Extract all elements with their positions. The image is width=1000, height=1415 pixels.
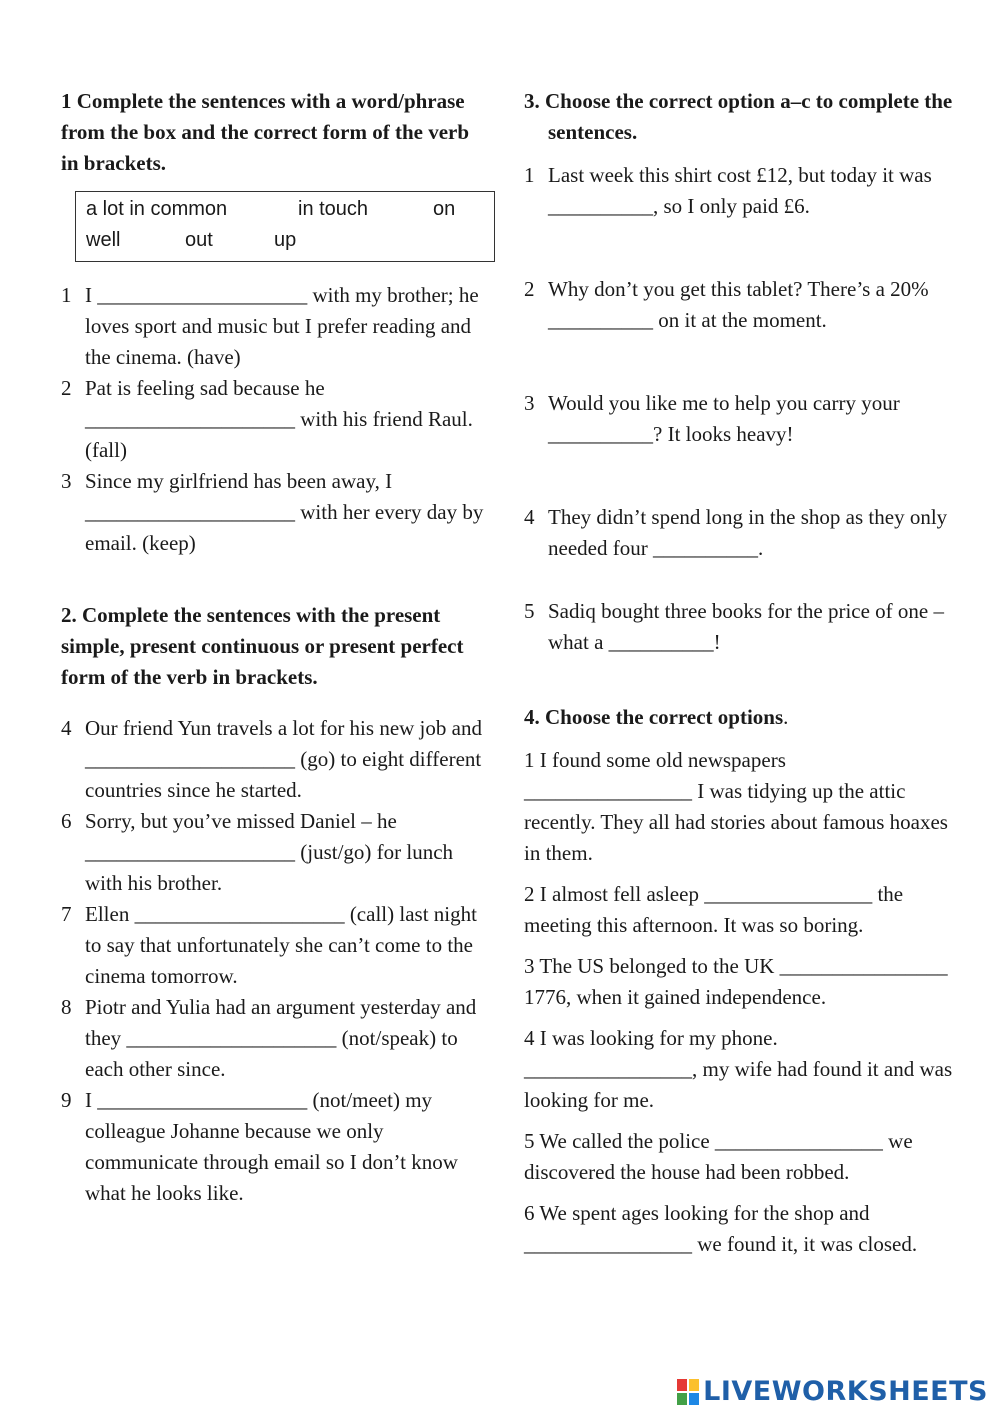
logo-square-red bbox=[677, 1379, 687, 1391]
question-number: 1 bbox=[524, 163, 535, 187]
question-number: 7 bbox=[61, 902, 72, 926]
question-item bbox=[61, 806, 491, 899]
question-text[interactable]: Ellen ____________________ (call) last night to say that unfortunately she can’t come to the cinema tomorrow. bbox=[85, 902, 477, 988]
section-4-heading bbox=[524, 702, 954, 733]
section-1 bbox=[61, 86, 491, 559]
question-text[interactable]: 2 I almost fell asleep ________________ the meeting this afternoon. It was so boring. bbox=[524, 882, 904, 937]
section-4-heading-text: 4. Choose the correct options bbox=[524, 705, 784, 729]
question-number: 3 bbox=[524, 391, 535, 415]
question-number: 9 bbox=[61, 1088, 72, 1112]
liveworksheets-logo-icon bbox=[677, 1379, 699, 1405]
logo-text: LIVEWORKSHEETS bbox=[703, 1376, 988, 1407]
question-item bbox=[524, 274, 954, 336]
question-item bbox=[61, 713, 491, 806]
question-item bbox=[61, 373, 491, 466]
question-text[interactable]: Last week this shirt cost £12, but today it was __________, so I only paid £6. bbox=[548, 163, 932, 218]
question-text[interactable]: They didn’t spend long in the shop as they only needed four __________. bbox=[548, 505, 948, 560]
question-item bbox=[524, 388, 954, 450]
question-text[interactable]: Sorry, but you’ve missed Daniel – he ____________________ (just/go) for lunch with his brother. bbox=[85, 809, 454, 895]
question-text[interactable]: Our friend Yun travels a lot for his new job and ____________________ (go) to eight different countries since he started. bbox=[85, 716, 482, 802]
left-column bbox=[61, 86, 491, 1209]
question-item bbox=[61, 992, 491, 1085]
word-box bbox=[75, 191, 495, 262]
question-text[interactable]: 1 I found some old newspapers ________________ I was tidying up the attic recently. They all had stories about famous hoaxes in them. bbox=[524, 748, 948, 865]
question-text[interactable]: Since my girlfriend has been away, I ____________________ with her every day by email. (keep) bbox=[85, 469, 484, 555]
box-word: on bbox=[433, 198, 456, 220]
question-text[interactable]: 4 I was looking for my phone. ________________, my wife had found it and was looking for me. bbox=[524, 1026, 953, 1112]
word-box-row bbox=[86, 225, 486, 256]
question-text[interactable]: I ____________________ (not/meet) my colleague Johanne because we only communicate through email so I don’t know what he looks like. bbox=[85, 1088, 458, 1205]
question-number: 4 bbox=[61, 716, 72, 740]
question-text[interactable]: Would you like me to help you carry your __________? It looks heavy! bbox=[548, 391, 900, 446]
question-number: 6 bbox=[61, 809, 72, 833]
question-item bbox=[524, 160, 954, 222]
box-word: a lot in common bbox=[86, 198, 228, 220]
section-2 bbox=[61, 600, 491, 1209]
question-item bbox=[61, 280, 491, 373]
question-item bbox=[61, 1085, 491, 1209]
box-word: well bbox=[86, 229, 121, 251]
word-box-row bbox=[86, 194, 486, 225]
question-number: 3 bbox=[61, 469, 72, 493]
logo-square-blue bbox=[689, 1393, 699, 1405]
section-3 bbox=[524, 86, 954, 658]
question-number: 2 bbox=[524, 277, 535, 301]
section-2-heading: 2. Complete the sentences with the present simple, present continuous or present perfect form of the verb in brackets. bbox=[61, 603, 464, 689]
question-item bbox=[524, 502, 954, 564]
question-item bbox=[524, 596, 954, 658]
question-text[interactable]: 5 We called the police ________________ we discovered the house had been robbed. bbox=[524, 1129, 913, 1184]
box-word: in touch bbox=[298, 198, 369, 220]
question-text[interactable]: Piotr and Yulia had an argument yesterday and they ____________________ (not/speak) to each other since. bbox=[85, 995, 477, 1081]
section-1-heading: 1 Complete the sentences with a word/phrase from the box and the correct form of the verb in brackets. bbox=[61, 89, 470, 175]
question-text[interactable]: Pat is feeling sad because he ____________________ with his friend Raul. (fall) bbox=[85, 376, 473, 462]
question-text[interactable]: Sadiq bought three books for the price of one – what a __________! bbox=[548, 599, 944, 654]
right-column bbox=[524, 86, 954, 1270]
question-number: 1 bbox=[61, 283, 72, 307]
section-4 bbox=[524, 702, 954, 1260]
question-text[interactable]: 6 We spent ages looking for the shop and ________________ we found it, it was closed. bbox=[524, 1201, 918, 1256]
question-text[interactable]: 3 The US belonged to the UK ________________ 1776, when it gained independence. bbox=[524, 954, 948, 1009]
question-item bbox=[61, 466, 491, 559]
logo-square-green bbox=[677, 1393, 687, 1405]
liveworksheets-logo[interactable] bbox=[677, 1376, 988, 1407]
logo-square-yellow bbox=[689, 1379, 699, 1391]
section-3-heading: 3. Choose the correct option a–c to complete the sentences. bbox=[524, 89, 953, 144]
question-text[interactable]: Why don’t you get this tablet? There’s a 20% __________ on it at the moment. bbox=[548, 277, 929, 332]
question-text[interactable]: I ____________________ with my brother; he loves sport and music but I prefer reading and the cinema. (have) bbox=[85, 283, 479, 369]
section-4-heading-period: . bbox=[783, 705, 789, 729]
question-number: 2 bbox=[61, 376, 72, 400]
question-item bbox=[61, 899, 491, 992]
question-number: 5 bbox=[524, 599, 535, 623]
question-number: 8 bbox=[61, 995, 72, 1019]
question-number: 4 bbox=[524, 505, 535, 529]
box-word: up bbox=[274, 229, 297, 251]
box-word: out bbox=[185, 229, 213, 251]
